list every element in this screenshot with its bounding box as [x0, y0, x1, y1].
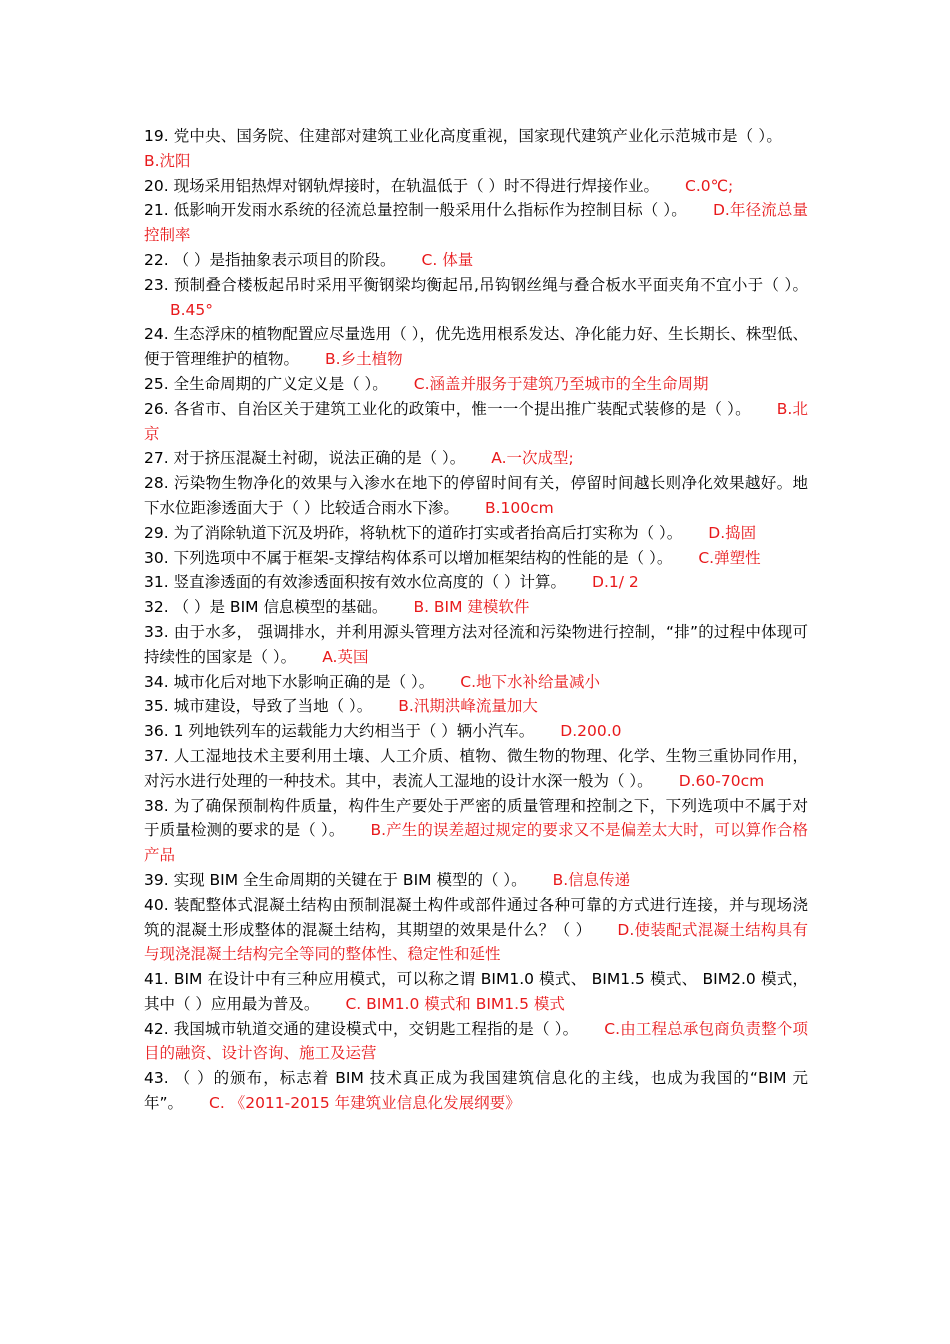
question-21: [144, 198, 808, 248]
question-23: [144, 273, 808, 323]
answer-text: C. 体量: [421, 250, 474, 269]
answer-text: C.0℃;: [685, 176, 734, 195]
question-text: 37. 人工湿地技术主要利用土壤、人工介质、植物、微生物的物理、化学、生物三重协同作用，对污水进行处理的一种技术。其中，表流人工湿地的设计水深一般为（ ）。: [144, 746, 808, 790]
answer-text: B.北京: [144, 399, 808, 443]
answer-text: B.沈阳: [144, 151, 191, 170]
question-34: [144, 670, 808, 695]
question-22: [144, 248, 808, 273]
question-text: 28. 污染物生物净化的效果与入渗水在地下的停留时间有关，停留时间越长则净化效果越好。地下水位距渗透面大于（ ）比较适合雨水下渗。: [144, 474, 808, 517]
question-text: 34. 城市化后对地下水影响正确的是（ ）。: [144, 672, 435, 691]
answer-text: A.英国: [322, 647, 369, 666]
question-27: [144, 446, 808, 471]
question-text: 23. 预制叠合楼板起吊时采用平衡钢梁均衡起吊,吊钩钢丝绳与叠合板水平面夹角不宜小于（ ）。: [144, 275, 808, 294]
document-page: [144, 124, 808, 1116]
question-42: [144, 1017, 808, 1067]
question-40: [144, 893, 808, 967]
question-24: [144, 322, 808, 372]
answer-text: D.60-70cm: [678, 771, 765, 790]
question-text: 27. 对于挤压混凝土衬砌，说法正确的是（ ）。: [144, 449, 466, 468]
question-26: [144, 397, 808, 447]
question-30: [144, 546, 808, 571]
answer-text: A.一次成型;: [491, 449, 574, 468]
question-text: 35. 城市建设，导致了当地（ ）。: [144, 697, 373, 716]
question-text: 32. （ ）是 BIM 信息模型的基础。: [144, 598, 388, 617]
answer-text: D.200.0: [560, 722, 622, 741]
answer-text: B.产生的误差超过规定的要求又不是偏差太大时，可以算作合格产品: [144, 821, 808, 865]
answer-text: B.信息传递: [552, 870, 631, 889]
question-text: 25. 全生命周期的广义定义是（ ）。: [144, 374, 388, 393]
answer-text: C. BIM1.0 模式和 BIM1.5 模式: [345, 994, 565, 1013]
answer-text: C.弹塑性: [698, 548, 761, 567]
question-25: [144, 372, 808, 397]
question-39: [144, 868, 808, 893]
question-text: 39. 实现 BIM 全生命周期的关键在于 BIM 模型的（ ）。: [144, 870, 527, 889]
question-text: 43. （ ）的颁布，标志着 BIM 技术真正成为我国建筑信息化的主线，也成为我国的“BIM 元年”。: [144, 1069, 808, 1113]
question-20: [144, 174, 808, 199]
answer-text: B.汛期洪峰流量加大: [398, 697, 538, 716]
question-41: [144, 967, 808, 1017]
question-text: 41. BIM 在设计中有三种应用模式，可以称之谓 BIM1.0 模式、 BIM1.5 模式、 BIM2.0 模式，其中（ ）应用最为普及。: [144, 970, 808, 1013]
question-text: 20. 现场采用铝热焊对钢轨焊接时，在轨温低于（ ）时不得进行焊接作业。: [144, 176, 660, 195]
question-31: [144, 570, 808, 595]
answer-text: C.涵盖并服务于建筑乃至城市的全生命周期: [413, 374, 709, 393]
question-35: [144, 694, 808, 719]
answer-text: D.年径流总量控制率: [144, 201, 808, 245]
question-36: [144, 719, 808, 744]
question-text: 24. 生态浮床的植物配置应尽量选用（ ），优先选用根系发达、净化能力好、生长期长、株型低、便于管理维护的植物。: [144, 325, 808, 369]
answer-text: B.100cm: [484, 498, 554, 517]
question-text: 40. 装配整体式混凝土结构由预制混凝土构件或部件通过各种可靠的方式进行连接，并与现场浇筑的混凝土形成整体的混凝土结构，其期望的效果是什么？（ ）: [144, 895, 808, 939]
answer-text: C. 《2011-2015 年建筑业信息化发展纲要》: [209, 1094, 521, 1113]
question-38: [144, 794, 808, 868]
question-28: [144, 471, 808, 521]
answer-text: C.地下水补给量减小: [460, 672, 601, 691]
answer-text: B. BIM 建模软件: [413, 598, 530, 617]
answer-text: D.捣固: [708, 523, 757, 542]
question-text: 22. （ ）是指抽象表示项目的阶段。: [144, 250, 396, 269]
question-37: [144, 744, 808, 794]
question-text: 38. 为了确保预制构件质量，构件生产要处于严密的质量管理和控制之下，下列选项中不属于对于质量检测的要求的是（ ）。: [144, 796, 808, 840]
question-text: 36. 1 列地铁列车的运载能力大约相当于（ ）辆小汽车。: [144, 722, 535, 741]
answer-text: D.1/ 2: [592, 573, 639, 592]
question-43: [144, 1066, 808, 1116]
question-text: 21. 低影响开发雨水系统的径流总量控制一般采用什么指标作为控制目标（ ）。: [144, 201, 687, 220]
question-text: 33. 由于水多， 强调排水，并利用源头管理方法对径流和污染物进行控制，“排”的过程中体现可持续性的国家是（ ）。: [144, 622, 808, 666]
question-29: [144, 521, 808, 546]
answer-text: C.由工程总承包商负责整个项目的融资、设计咨询、施工及运营: [144, 1019, 808, 1063]
answer-text: B.乡土植物: [325, 350, 403, 369]
question-19: [144, 124, 808, 174]
question-text: 26. 各省市、自治区关于建筑工业化的政策中，惟一一个提出推广装配式装修的是（ ）。: [144, 399, 751, 418]
question-text: 29. 为了消除轨道下沉及坍砟，将轨枕下的道砟打实或者抬高后打实称为（ ）。: [144, 523, 683, 542]
question-text: 31. 竖直渗透面的有效渗透面积按有效水位高度的（ ）计算。: [144, 573, 567, 592]
question-33: [144, 620, 808, 670]
question-text: 42. 我国城市轨道交通的建设模式中，交钥匙工程指的是（ ）。: [144, 1019, 579, 1038]
question-text: 30. 下列选项中不属于框架-支撑结构体系可以增加框架结构的性能的是（ ）。: [144, 548, 673, 567]
answer-text: B.45°: [170, 300, 214, 319]
answer-text: D.使装配式混凝土结构具有与现浇混凝土结构完全等同的整体性、稳定性和延性: [144, 920, 808, 964]
question-text: 19. 党中央、国务院、住建部对建筑工业化高度重视，国家现代建筑产业化示范城市是（ ）。: [144, 127, 782, 145]
question-32: [144, 595, 808, 620]
